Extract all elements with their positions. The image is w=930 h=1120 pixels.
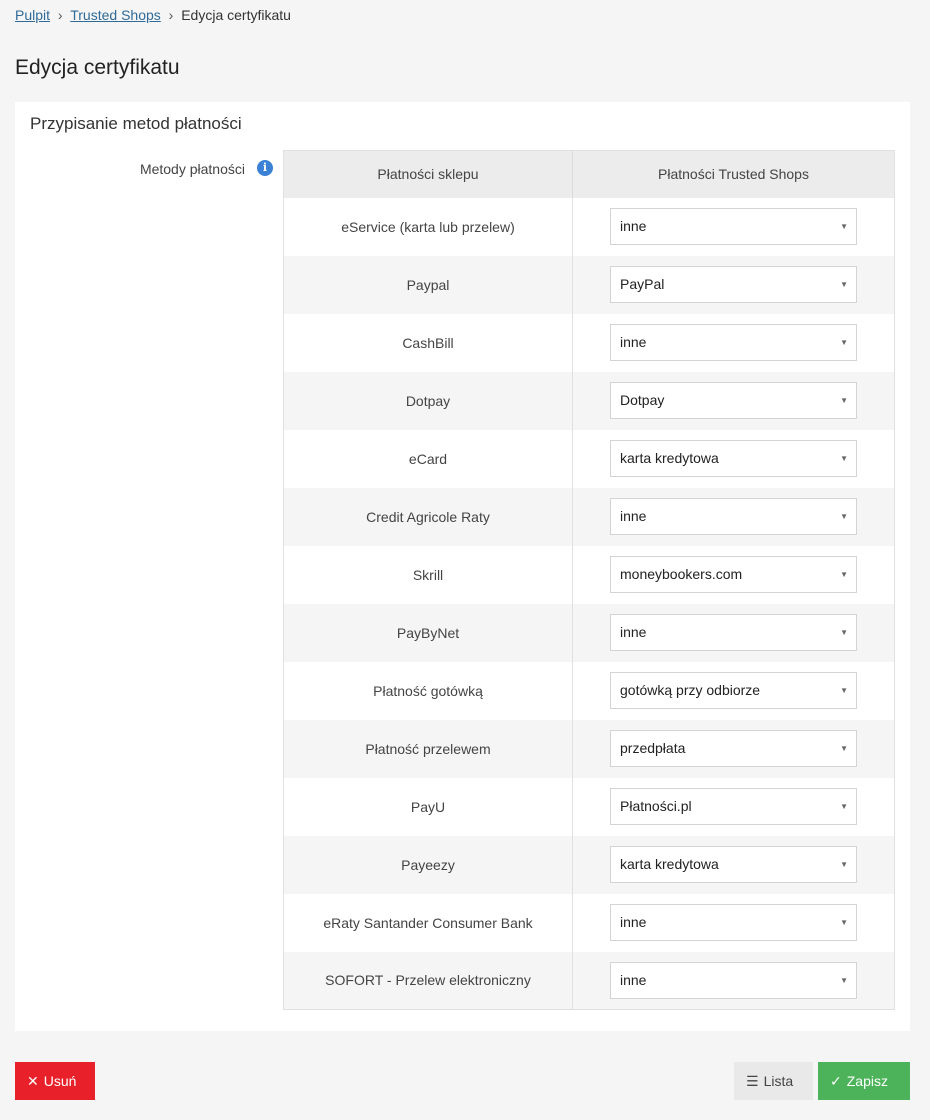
breadcrumb-current: Edycja certyfikatu	[181, 7, 291, 23]
trusted-payment-select[interactable]	[610, 788, 857, 825]
page-title: Edycja certyfikatu	[15, 56, 180, 79]
trusted-payment-select[interactable]	[610, 382, 857, 419]
trusted-payment-select[interactable]	[610, 614, 857, 651]
check-icon: ✓	[830, 1073, 842, 1089]
select-value: inne	[620, 218, 647, 234]
chevron-down-icon: ▼	[840, 628, 848, 637]
select-value: inne	[620, 971, 647, 988]
shop-payment-name: Skrill	[284, 546, 573, 604]
chevron-down-icon: ▼	[840, 280, 848, 289]
breadcrumb-link-pulpit[interactable]: Pulpit	[15, 7, 51, 23]
chevron-down-icon: ▼	[840, 744, 848, 753]
trusted-payment-select[interactable]	[610, 846, 857, 883]
list-icon: ☰	[746, 1073, 759, 1089]
payment-mapping-panel	[15, 102, 910, 1031]
trusted-payment-select[interactable]	[610, 962, 857, 999]
select-value: inne	[620, 914, 647, 930]
select-value: karta kredytowa	[620, 856, 719, 872]
shop-payment-name: Paypal	[284, 256, 573, 314]
table-body	[284, 198, 895, 1010]
trusted-payment-select[interactable]	[610, 440, 857, 477]
info-icon[interactable]: i	[257, 160, 273, 176]
chevron-down-icon: ▼	[840, 975, 848, 985]
shop-payment-name: Płatność przelewem	[284, 720, 573, 778]
table-row	[284, 662, 895, 720]
shop-payment-name: Dotpay	[284, 372, 573, 430]
breadcrumb-separator: ›	[168, 7, 174, 23]
shop-payment-name: PayU	[284, 778, 573, 836]
table-row	[284, 778, 895, 836]
table-row	[284, 488, 895, 546]
shop-payment-name: SOFORT - Przelew elektroniczny	[284, 952, 573, 1010]
field-label-payment-methods: Metody płatności	[139, 161, 245, 177]
select-value: przedpłata	[620, 740, 686, 756]
table-header-row	[284, 151, 895, 198]
table-row	[284, 604, 895, 662]
trusted-payment-cell	[573, 314, 895, 372]
chevron-down-icon: ▼	[840, 222, 848, 231]
delete-button[interactable]	[15, 1062, 95, 1100]
trusted-payment-cell	[573, 604, 895, 662]
trusted-payment-select[interactable]	[610, 208, 857, 245]
trusted-payment-cell	[573, 546, 895, 604]
shop-payment-name: eService (karta lub przelew)	[284, 198, 573, 256]
trusted-payment-select[interactable]	[610, 556, 857, 593]
chevron-down-icon: ▼	[840, 686, 848, 695]
select-value: inne	[620, 624, 647, 640]
trusted-payment-select[interactable]	[610, 672, 857, 709]
table-row	[284, 314, 895, 372]
trusted-payment-cell	[573, 488, 895, 546]
chevron-down-icon: ▼	[840, 396, 848, 405]
shop-payment-name: Płatność gotówką	[284, 662, 573, 720]
select-value: inne	[620, 334, 647, 350]
shop-payment-name: eCard	[284, 430, 573, 488]
trusted-payment-select[interactable]	[610, 904, 857, 941]
breadcrumb-link-trusted-shops[interactable]: Trusted Shops	[70, 7, 161, 23]
breadcrumb	[15, 7, 291, 23]
trusted-payment-cell	[573, 720, 895, 778]
select-value: karta kredytowa	[620, 450, 719, 466]
trusted-payment-cell	[573, 256, 895, 314]
select-value: Dotpay	[620, 392, 665, 408]
select-value: PayPal	[620, 276, 665, 292]
delete-button-label: Usuń	[43, 1073, 77, 1089]
list-button[interactable]	[734, 1062, 813, 1100]
table-row	[284, 430, 895, 488]
shop-payment-name: CashBill	[284, 314, 573, 372]
table-row	[284, 952, 895, 1010]
column-header-shop-payments: Płatności sklepu	[284, 151, 573, 198]
trusted-payment-cell	[573, 198, 895, 256]
chevron-down-icon: ▼	[840, 570, 848, 579]
chevron-down-icon: ▼	[840, 918, 848, 927]
trusted-payment-cell	[573, 372, 895, 430]
trusted-payment-select[interactable]	[610, 498, 857, 535]
table-row	[284, 198, 895, 256]
table-row	[284, 894, 895, 952]
trusted-payment-cell	[573, 894, 895, 952]
column-header-trusted-shops-payments: Płatności Trusted Shops	[573, 151, 895, 198]
trusted-payment-select[interactable]	[610, 324, 857, 361]
table-row	[284, 836, 895, 894]
shop-payment-name: Credit Agricole Raty	[284, 488, 573, 546]
trusted-payment-cell	[573, 952, 895, 1010]
trusted-payment-cell	[573, 430, 895, 488]
shop-payment-name: PayByNet	[284, 604, 573, 662]
save-button[interactable]	[818, 1062, 910, 1100]
chevron-down-icon: ▼	[840, 860, 848, 869]
table-row	[284, 720, 895, 778]
table-row	[284, 546, 895, 604]
close-icon: ✕	[27, 1073, 39, 1089]
trusted-payment-cell	[573, 662, 895, 720]
chevron-down-icon: ▼	[840, 454, 848, 463]
trusted-payment-select[interactable]	[610, 730, 857, 767]
select-value: inne	[620, 508, 647, 524]
table-row	[284, 372, 895, 430]
panel-title: Przypisanie metod płatności	[30, 114, 242, 133]
shop-payment-name: eRaty Santander Consumer Bank	[284, 894, 573, 952]
select-value: moneybookers.com	[620, 566, 743, 582]
chevron-down-icon: ▼	[840, 338, 848, 347]
trusted-payment-cell	[573, 836, 895, 894]
payment-methods-table	[283, 150, 895, 1010]
breadcrumb-separator: ›	[57, 7, 63, 23]
trusted-payment-cell	[573, 778, 895, 836]
table-row	[284, 256, 895, 314]
chevron-down-icon: ▼	[840, 512, 848, 521]
select-value: Płatności.pl	[620, 798, 692, 814]
list-button-label: Lista	[763, 1073, 794, 1089]
shop-payment-name: Payeezy	[284, 836, 573, 894]
select-value: gotówką przy odbiorze	[620, 682, 761, 698]
chevron-down-icon: ▼	[840, 802, 848, 811]
save-button-label: Zapisz	[846, 1073, 888, 1089]
trusted-payment-select[interactable]	[610, 266, 857, 303]
